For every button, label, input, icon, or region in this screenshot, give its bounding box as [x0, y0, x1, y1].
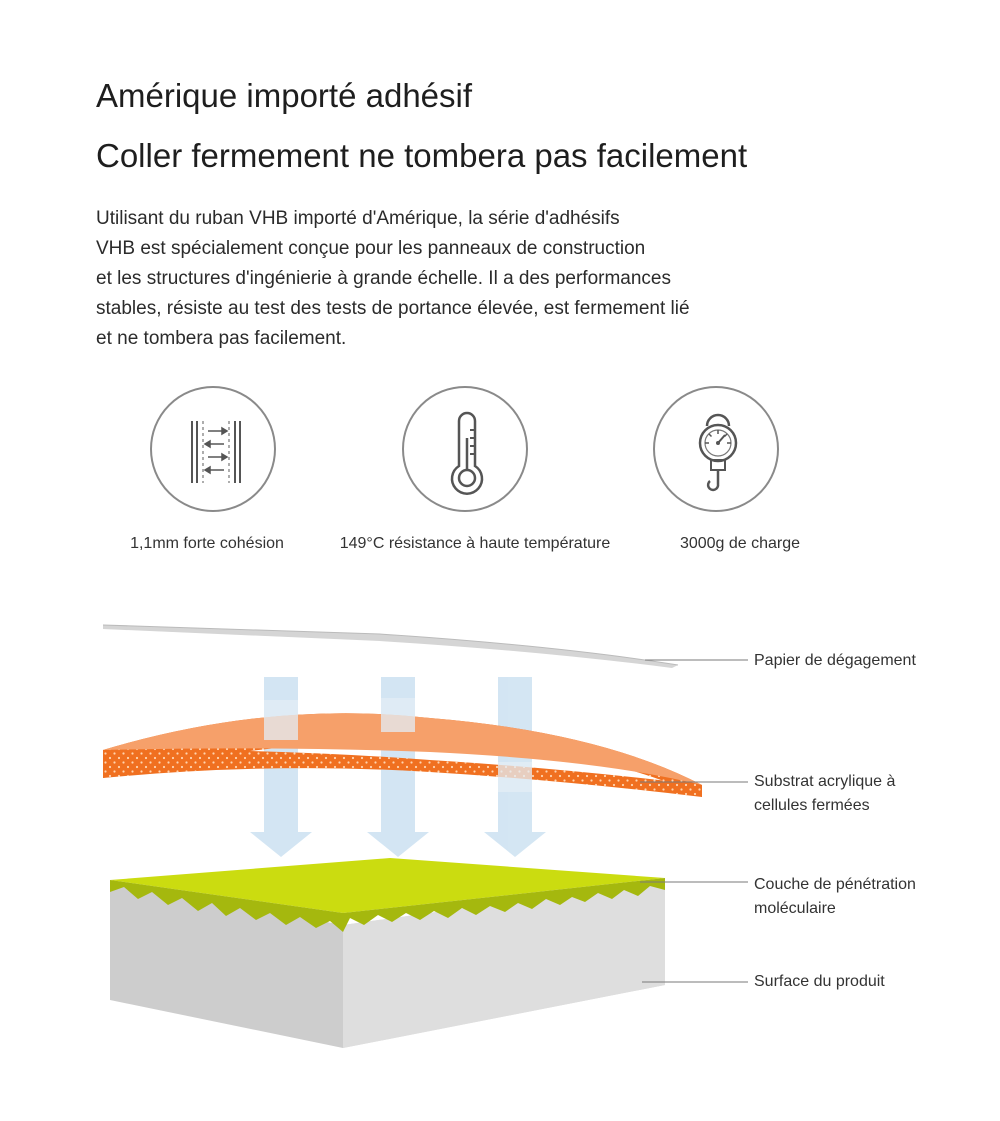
description-line: VHB est spécialement conçue pour les panneaux de construction — [96, 238, 646, 259]
callout-text: Surface du produit — [754, 973, 885, 990]
description-line: stables, résiste au test des tests de portance élevée, est fermement lié — [96, 298, 690, 319]
callout-text: cellules fermées — [754, 797, 870, 814]
callout-release-paper — [754, 649, 916, 673]
callout-text: Couche de pénétration — [754, 876, 916, 893]
description-paragraph — [96, 204, 856, 354]
feature-label: 3000g de charge — [679, 535, 801, 552]
feature-label: 149°C résistance à haute température — [339, 535, 611, 552]
feature-cohesion — [150, 386, 276, 512]
page-subtitle: Coller fermement ne tombera pas facilement — [96, 137, 748, 174]
feature-temperature — [402, 386, 528, 512]
description-line: et les structures d'ingénierie à grande échelle. Il a des performances — [96, 268, 672, 289]
callout-text: Substrat acrylique à — [754, 773, 896, 790]
cohesion-layers-icon — [152, 388, 278, 514]
thermometer-icon — [404, 388, 530, 514]
callout-text: Papier de dégagement — [754, 652, 916, 669]
hanging-scale-icon — [655, 388, 781, 514]
feature-label: 1,1mm forte cohésion — [130, 535, 284, 552]
callout-product-surface — [754, 970, 885, 994]
description-line: et ne tombera pas facilement. — [96, 328, 347, 349]
callout-penetration — [754, 873, 916, 921]
description-line: Utilisant du ruban VHB importé d'Amérique, la série d'adhésifs — [96, 208, 620, 229]
feature-load — [653, 386, 779, 512]
release-paper — [103, 625, 678, 668]
callout-acrylic-foam — [754, 770, 895, 818]
callout-text: moléculaire — [754, 900, 836, 917]
page-title: Amérique importé adhésif — [96, 77, 473, 114]
